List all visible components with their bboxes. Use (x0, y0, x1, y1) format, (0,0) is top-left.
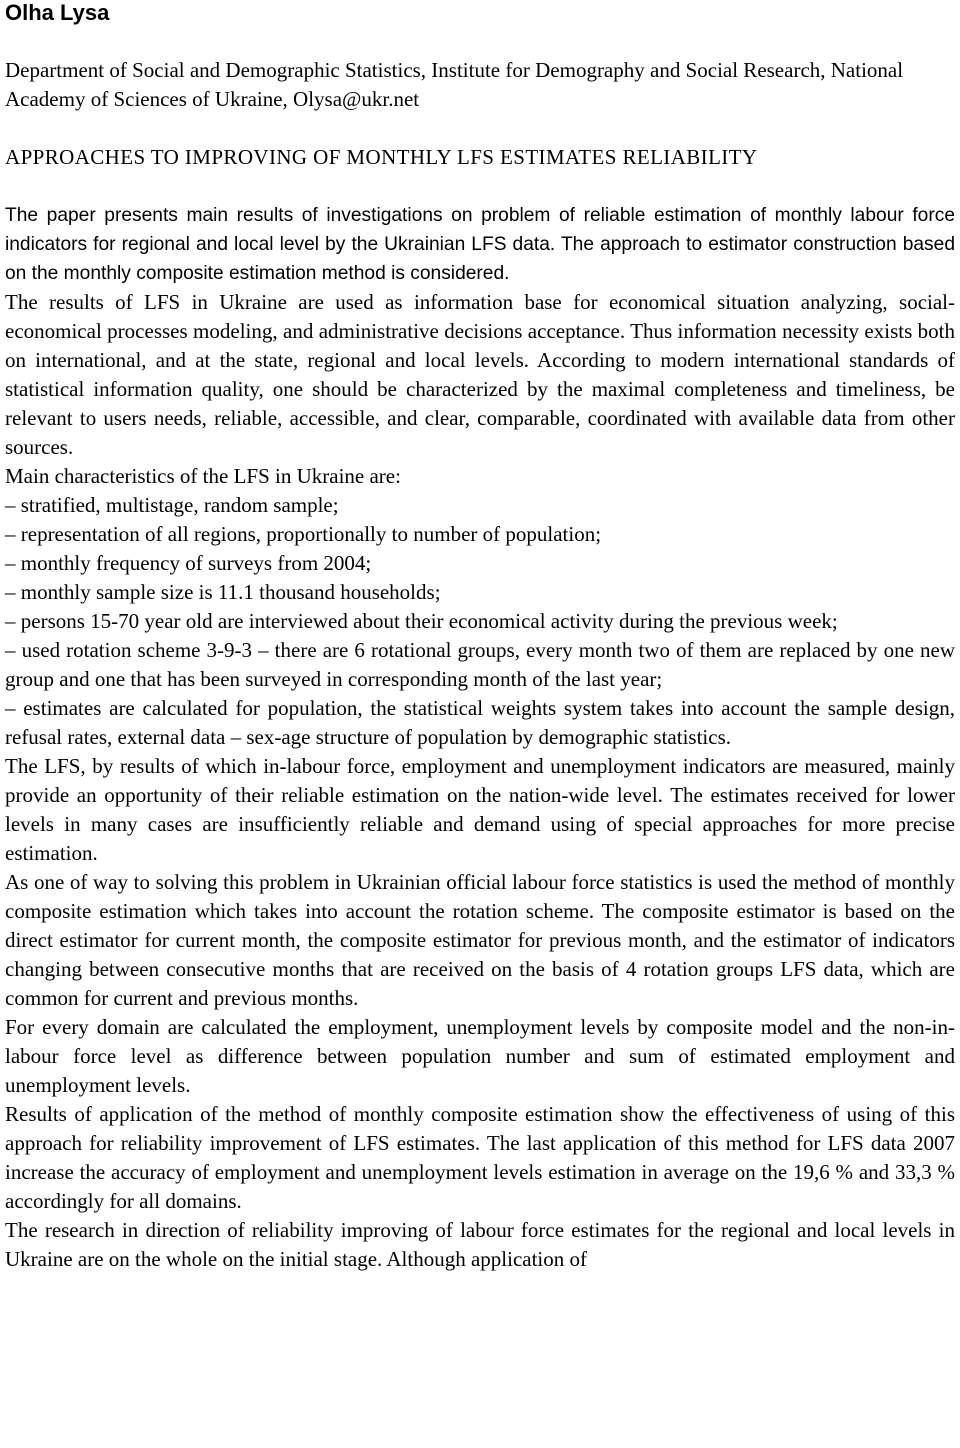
body-paragraph-6: Results of application of the method of monthly composite estimation show the effectiveness of using of this approach for reliability improvement of LFS estimates. The last application of this method for LFS data 2007 increase the accuracy of employment and unemployment levels estimation in average on the 19,6 % and 33,3 % accordingly for all domains. (5, 1102, 955, 1213)
author-name: Olha Lysa (5, 0, 110, 25)
body-paragraph-4: As one of way to solving this problem in Ukrainian official labour force statistics is used the method of monthly composite estimation which takes into account the rotation scheme. The composite estimator is based on the direct estimator for current month, the composite estimator for previous month, and the estimator of indicators changing between consecutive months that are received on the basis of 4 rotation groups LFS data, which are common for current and previous months. (5, 870, 955, 1010)
body-paragraph-2: Main characteristics of the LFS in Ukraine are: (5, 464, 401, 488)
list-item: – monthly sample size is 11.1 thousand households; (5, 580, 441, 604)
list-item: – representation of all regions, proportionally to number of population; (5, 522, 602, 546)
list-item: – stratified, multistage, random sample; (5, 493, 339, 517)
list-item: – estimates are calculated for population, the statistical weights system takes into account the sample design, refusal rates, external data – sex-age structure of population by demographic statistics. (5, 696, 955, 749)
document-page (5, 0, 955, 1274)
body-paragraph-5: For every domain are calculated the employment, unemployment levels by composite model and the non-in-labour force level as difference between population number and sum of estimated employment and unemployment levels. (5, 1015, 955, 1097)
characteristics-list (5, 491, 955, 752)
author-affiliation: Department of Social and Demographic Statistics, Institute for Demography and Social Research, National Academy of Sciences of Ukraine, Olysa@ukr.net (5, 58, 904, 111)
body-paragraph-7: The research in direction of reliability improving of labour force estimates for the regional and local levels in Ukraine are on the whole on the initial stage. Although application of (5, 1218, 955, 1271)
paper-title: APPROACHES TO IMPROVING OF MONTHLY LFS ESTIMATES RELIABILITY (5, 145, 758, 169)
abstract-paragraph: The paper presents main results of investigations on problem of reliable estimation of monthly labour force indicators for regional and local level by the Ukrainian LFS data. The approach to estimator construction based on the monthly composite estimation method is considered. (5, 205, 955, 284)
body-paragraph-1: The results of LFS in Ukraine are used as information base for economical situation analyzing, social-economical processes modeling, and administrative decisions acceptance. Thus information necessity exists both on international, and at the state, regional and local levels. According to modern international standards of statistical information quality, one should be characterized by the maximal completeness and timeliness, be relevant to users needs, reliable, accessible, and clear, comparable, coordinated with available data from other sources. (5, 290, 955, 459)
body-paragraph-3: The LFS, by results of which in-labour force, employment and unemployment indicators are measured, mainly provide an opportunity of their reliable estimation on the nation-wide level. The estimates received for lower levels in many cases are insufficiently reliable and demand using of special approaches for more precise estimation. (5, 754, 955, 865)
list-item: – monthly frequency of surveys from 2004; (5, 551, 372, 575)
body-text (5, 288, 955, 1274)
list-item: – used rotation scheme 3-9-3 – there are 6 rotational groups, every month two of them are replaced by one new group and one that has been surveyed in corresponding month of the last year; (5, 638, 955, 691)
list-item: – persons 15-70 year old are interviewed about their economical activity during the previous week; (5, 609, 838, 633)
